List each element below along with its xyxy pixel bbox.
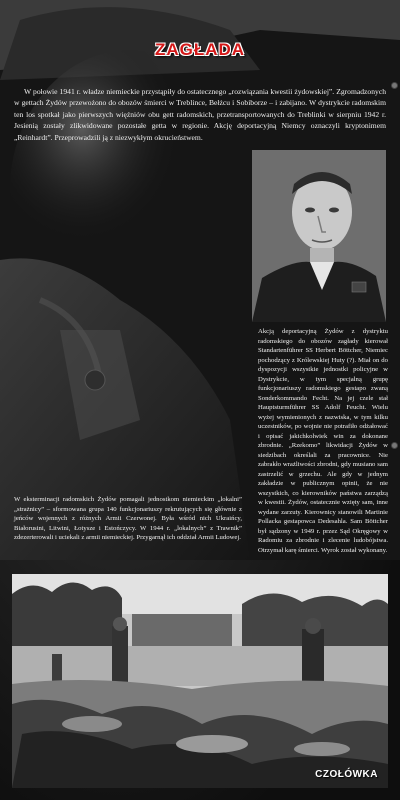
page-title: ZAGŁADA (154, 40, 246, 59)
trawniki-caption: W eksterminacji radomskich Żydów pomagali jednostkom niemieckim „lokalni” „strażnicy” – sformowana grupa 140 funkcjonariuszy rekrutujących się głównie z jeńców wojennych z różnych Armii Czerwonej. Była wśród nich Ukraińcy, Białorusini, Litwini, Łotysze i Estończycy. W 1944 r. „lokalnych” z Trawnik” zdezerterowali i uciekali z armii niemieckiej. Przygarnął ich oddział Armii Ludowej. (14, 496, 242, 541)
binding-hole (391, 442, 398, 449)
portrait-photo (252, 150, 386, 322)
intro-paragraph: W połowie 1941 r. władze niemieckie przystąpiły do ostatecznego „rozwiązania kwestii żydowskiej”. Zgromadzonych w gettach Żydów przewożono do obozów śmierci w Treblince, Bełżcu i Sobiborze – i zabijano. W dystrykcie radomskim ten los spotkał jako pierwszych więźniów obu gett radomskich, przetransportowanych do Treblinki w sierpniu 1942 r. Jesienią zostały zlikwidowane pozostałe getta w regionie. Akcję deportacyjną Niemcy oznaczyli kryptonimem „Reinhardt”. Przeprowadzili ją z niezwykłym okrucieństwem. (14, 87, 386, 142)
binding-hole (391, 82, 398, 89)
photo-location-label: CZOŁÓWKA (315, 769, 378, 780)
execution-photo (12, 574, 388, 788)
portrait-caption: Akcją deportacyjną Żydów z dystryktu radomskiego do obozów zagłady kierował Standartenführer SS Herbert Böttcher, Niemiec pochodzący z Królewskiej Huty (?). Miał on do dyspozycji wszystkie jednostki policyjne w Dystrykcie, w tym specjalną grupę funkcjonariuszy radomskiego gestapo zwaną Sonderkommando Fecht. Na jej czele stał Hauptsturmführer SS Adolf Feucht. Wielu wyżej wymienionych z nazwiska, w tym kilku uczestników, po wojnie nie potrafiło odżałować i opisać jakichkolwiek win za dokonane zbrodnie. „Rzekomo” likwidacji Żydów w siedzibach określali za pracownice. Nie zabrakło wrażliwości zbrodni, gdy musiano sam zastrzelić w grzechu. Ale gdy w jednym zakładzie w publicznym opinii, że nie wszystkich, co kierowników państwa zarządzą w kwestii. Żydów, ostatecznie wzięty sam, inne wydane zarzuty. Kierownicy stanowili Martinie Pollacka gestapowca Dedesahla. Sam Böttcher był sądzony w 1949 r. przez Sąd Okręgowy w Radomiu za zbrodnie i zlecenie ludobójstwa. Otrzymał karę śmierci. Wyrok został wykonany. (258, 328, 388, 554)
execution-photo-image (12, 574, 388, 788)
portrait-image (252, 150, 386, 322)
